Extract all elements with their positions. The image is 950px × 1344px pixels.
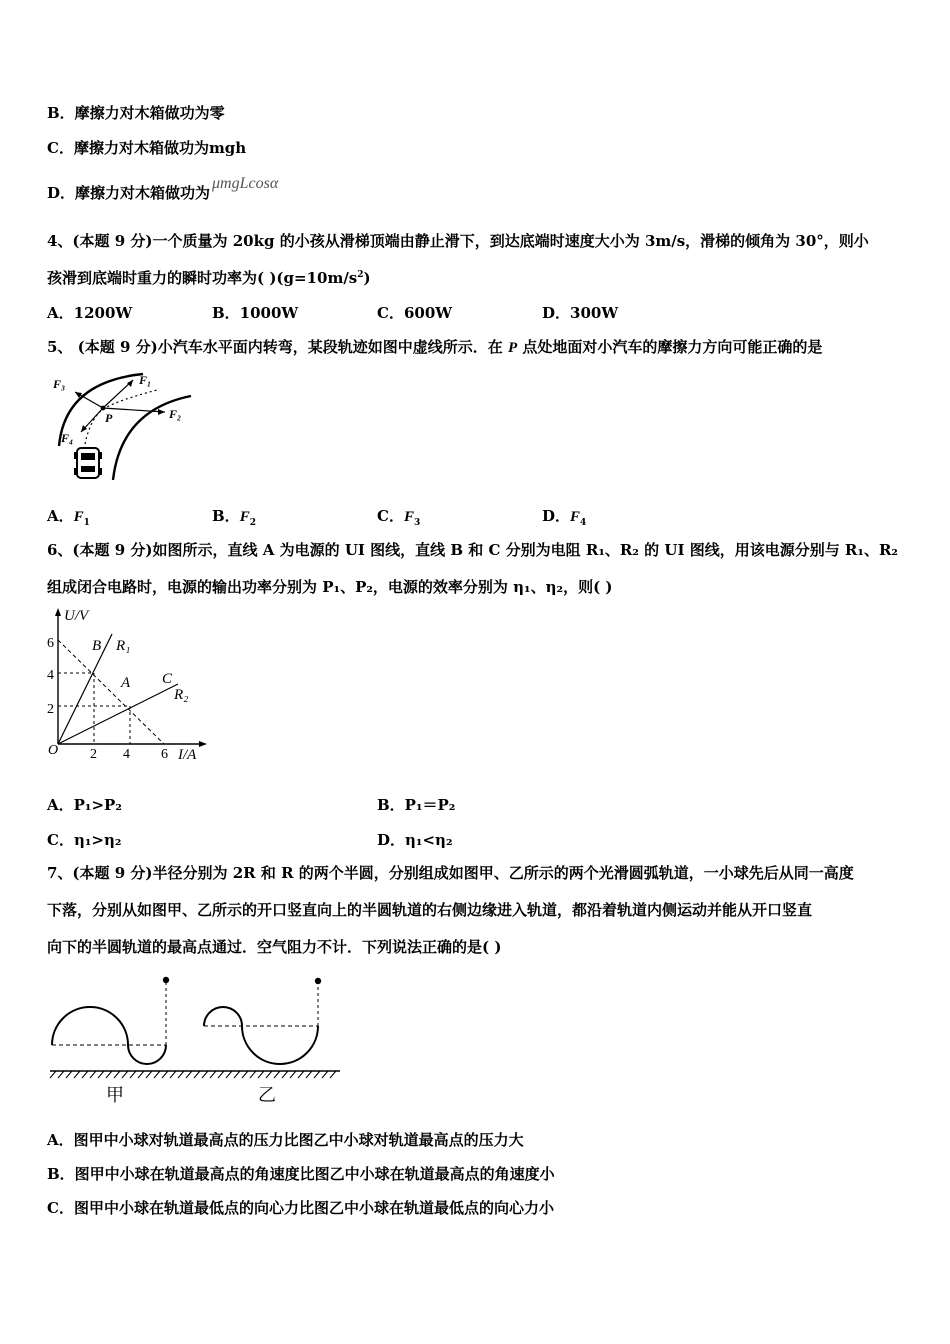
- q6-option-d: D．η₁<η₂: [377, 831, 453, 849]
- q3-option-c: C．摩擦力对木箱做功为mgh: [47, 139, 247, 157]
- q6-line-a: [58, 640, 164, 744]
- q4-stem-line2-b: ): [363, 269, 371, 287]
- q6-x-tick-2: 2: [90, 747, 97, 762]
- q7-option-c: C．图甲中小球在轨道最低点的向心力比图乙中小球在轨道最低点的向心力小: [47, 1199, 554, 1217]
- q7-yi-upper-track: [204, 1007, 242, 1026]
- q7-option-b: B．图甲中小球在轨道最高点的角速度比图乙中小球在轨道最高点的角速度小: [47, 1165, 555, 1183]
- q7-figure: [44, 970, 344, 1110]
- q5-option-a: A．$F_1$: [47, 507, 90, 528]
- q6-option-b: B．P₁＝P₂: [377, 796, 456, 814]
- q5-option-d: D．$F_4$: [542, 507, 587, 528]
- q7-stem-line3: 向下的半圆轨道的最高点通过．空气阻力不计．下列说法正确的是( ): [47, 938, 502, 956]
- q5-stem: [47, 336, 822, 357]
- q5-label-f2: F₂: [169, 407, 182, 421]
- q6-origin-label: O: [48, 743, 59, 758]
- q6-label-a: A: [121, 675, 131, 691]
- q6-line-b: [58, 634, 112, 744]
- q7-jia-upper-track: [52, 1007, 128, 1045]
- q3-option-d-formula: μmgLcosα: [212, 175, 279, 192]
- q3-option-d-text: D．摩擦力对木箱做功为: [47, 184, 211, 202]
- q7-jia-lower-track: [128, 1045, 166, 1064]
- q5-point-p: [101, 406, 106, 411]
- q4-stem-line2: [47, 267, 371, 288]
- q7-yi-ball: [315, 978, 321, 984]
- q4-option-d: D．300W: [542, 304, 619, 322]
- q6-label-b: B: [92, 638, 102, 654]
- q6-label-r1: R₁: [116, 638, 131, 654]
- q3-option-b: B．摩擦力对木箱做功为零: [47, 104, 225, 122]
- q7-ground-hatch: [50, 1071, 336, 1078]
- q5-stem-p: P: [507, 340, 518, 356]
- q5-label-p: P: [105, 411, 113, 425]
- q7-jia-ball: [163, 977, 169, 983]
- q7-label-yi: 乙: [258, 1085, 276, 1105]
- q4-option-b: B．1000W: [212, 304, 299, 322]
- q6-y-axis-label: U/V: [64, 608, 89, 624]
- q5-car-icon: [74, 448, 102, 478]
- q6-x-tick-4: 4: [123, 747, 130, 762]
- q5-label-f1: F₁: [139, 373, 152, 387]
- q5-option-b: B．$F_2$: [212, 507, 256, 528]
- q7-option-a: A．图甲中小球对轨道最高点的压力比图乙中小球对轨道最高点的压力大: [47, 1131, 524, 1149]
- q4-option-c: C．600W: [377, 304, 453, 322]
- q6-y-tick-2: 2: [47, 702, 54, 717]
- q5-option-c: C．$F_3$: [377, 507, 421, 528]
- q5-stem-a: 5、 (本题 9 分)小汽车水平面内转弯，某段轨迹如图中虚线所示．在: [47, 338, 508, 356]
- q6-y-tick-6: 6: [47, 636, 54, 651]
- q5-label-f3: F₃: [53, 377, 66, 391]
- q3-option-d: [47, 175, 279, 203]
- q6-x-axis-label: I/A: [178, 747, 197, 763]
- q6-stem-line1: 6、(本题 9 分)如图所示，直线 A 为电源的 UI 图线，直线 B 和 C 分别为电阻 R₁、R₂ 的 UI 图线，用该电源分别与 R₁、R₂: [47, 541, 898, 559]
- q6-option-c: C．η₁>η₂: [47, 831, 122, 849]
- q7-label-jia: 甲: [106, 1085, 124, 1105]
- q4-option-a: A．1200W: [47, 304, 133, 322]
- q5-stem-b: 点处地面对小汽车的摩擦力方向可能正确的是: [517, 338, 823, 356]
- q6-option-a: A．P₁>P₂: [47, 796, 122, 814]
- q7-stem-line2: 下落，分别从如图甲、乙所示的开口竖直向上的半圆轨道的右侧边缘进入轨道，都沿着轨道内侧运动并能从开口竖直: [47, 901, 813, 919]
- q5-label-f4: F₄: [61, 431, 74, 445]
- q7-stem-line1: 7、(本题 9 分)半径分别为 2R 和 R 的两个半圆，分别组成如图甲、乙所示的两个光滑圆弧轨道，一小球先后从同一高度: [47, 864, 854, 882]
- q4-stem-sup: 2: [357, 270, 364, 280]
- q6-label-r2: R₂: [174, 687, 189, 703]
- q6-stem-line2: 组成闭合电路时，电源的输出功率分别为 P₁、P₂，电源的效率分别为 η₁、η₂，则( ): [47, 578, 613, 596]
- q4-stem-line2-a: 孩滑到底端时重力的瞬时功率为( )(g=10m/s: [47, 269, 358, 287]
- q6-x-tick-6: 6: [161, 747, 168, 762]
- q6-y-tick-4: 4: [47, 668, 54, 683]
- q6-ui-graph: [44, 604, 214, 768]
- q4-stem-line1: 4、(本题 9 分)一个质量为 20kg 的小孩从滑梯顶端由静止滑下，到达底端时速度大小为 3m/s，滑梯的倾角为 30°，则小: [47, 232, 869, 250]
- q6-line-c: [58, 684, 178, 744]
- q6-label-c: C: [162, 671, 173, 687]
- q5-figure: [47, 368, 197, 484]
- q5-car-path: [85, 390, 157, 444]
- q7-yi-lower-track: [242, 1026, 318, 1064]
